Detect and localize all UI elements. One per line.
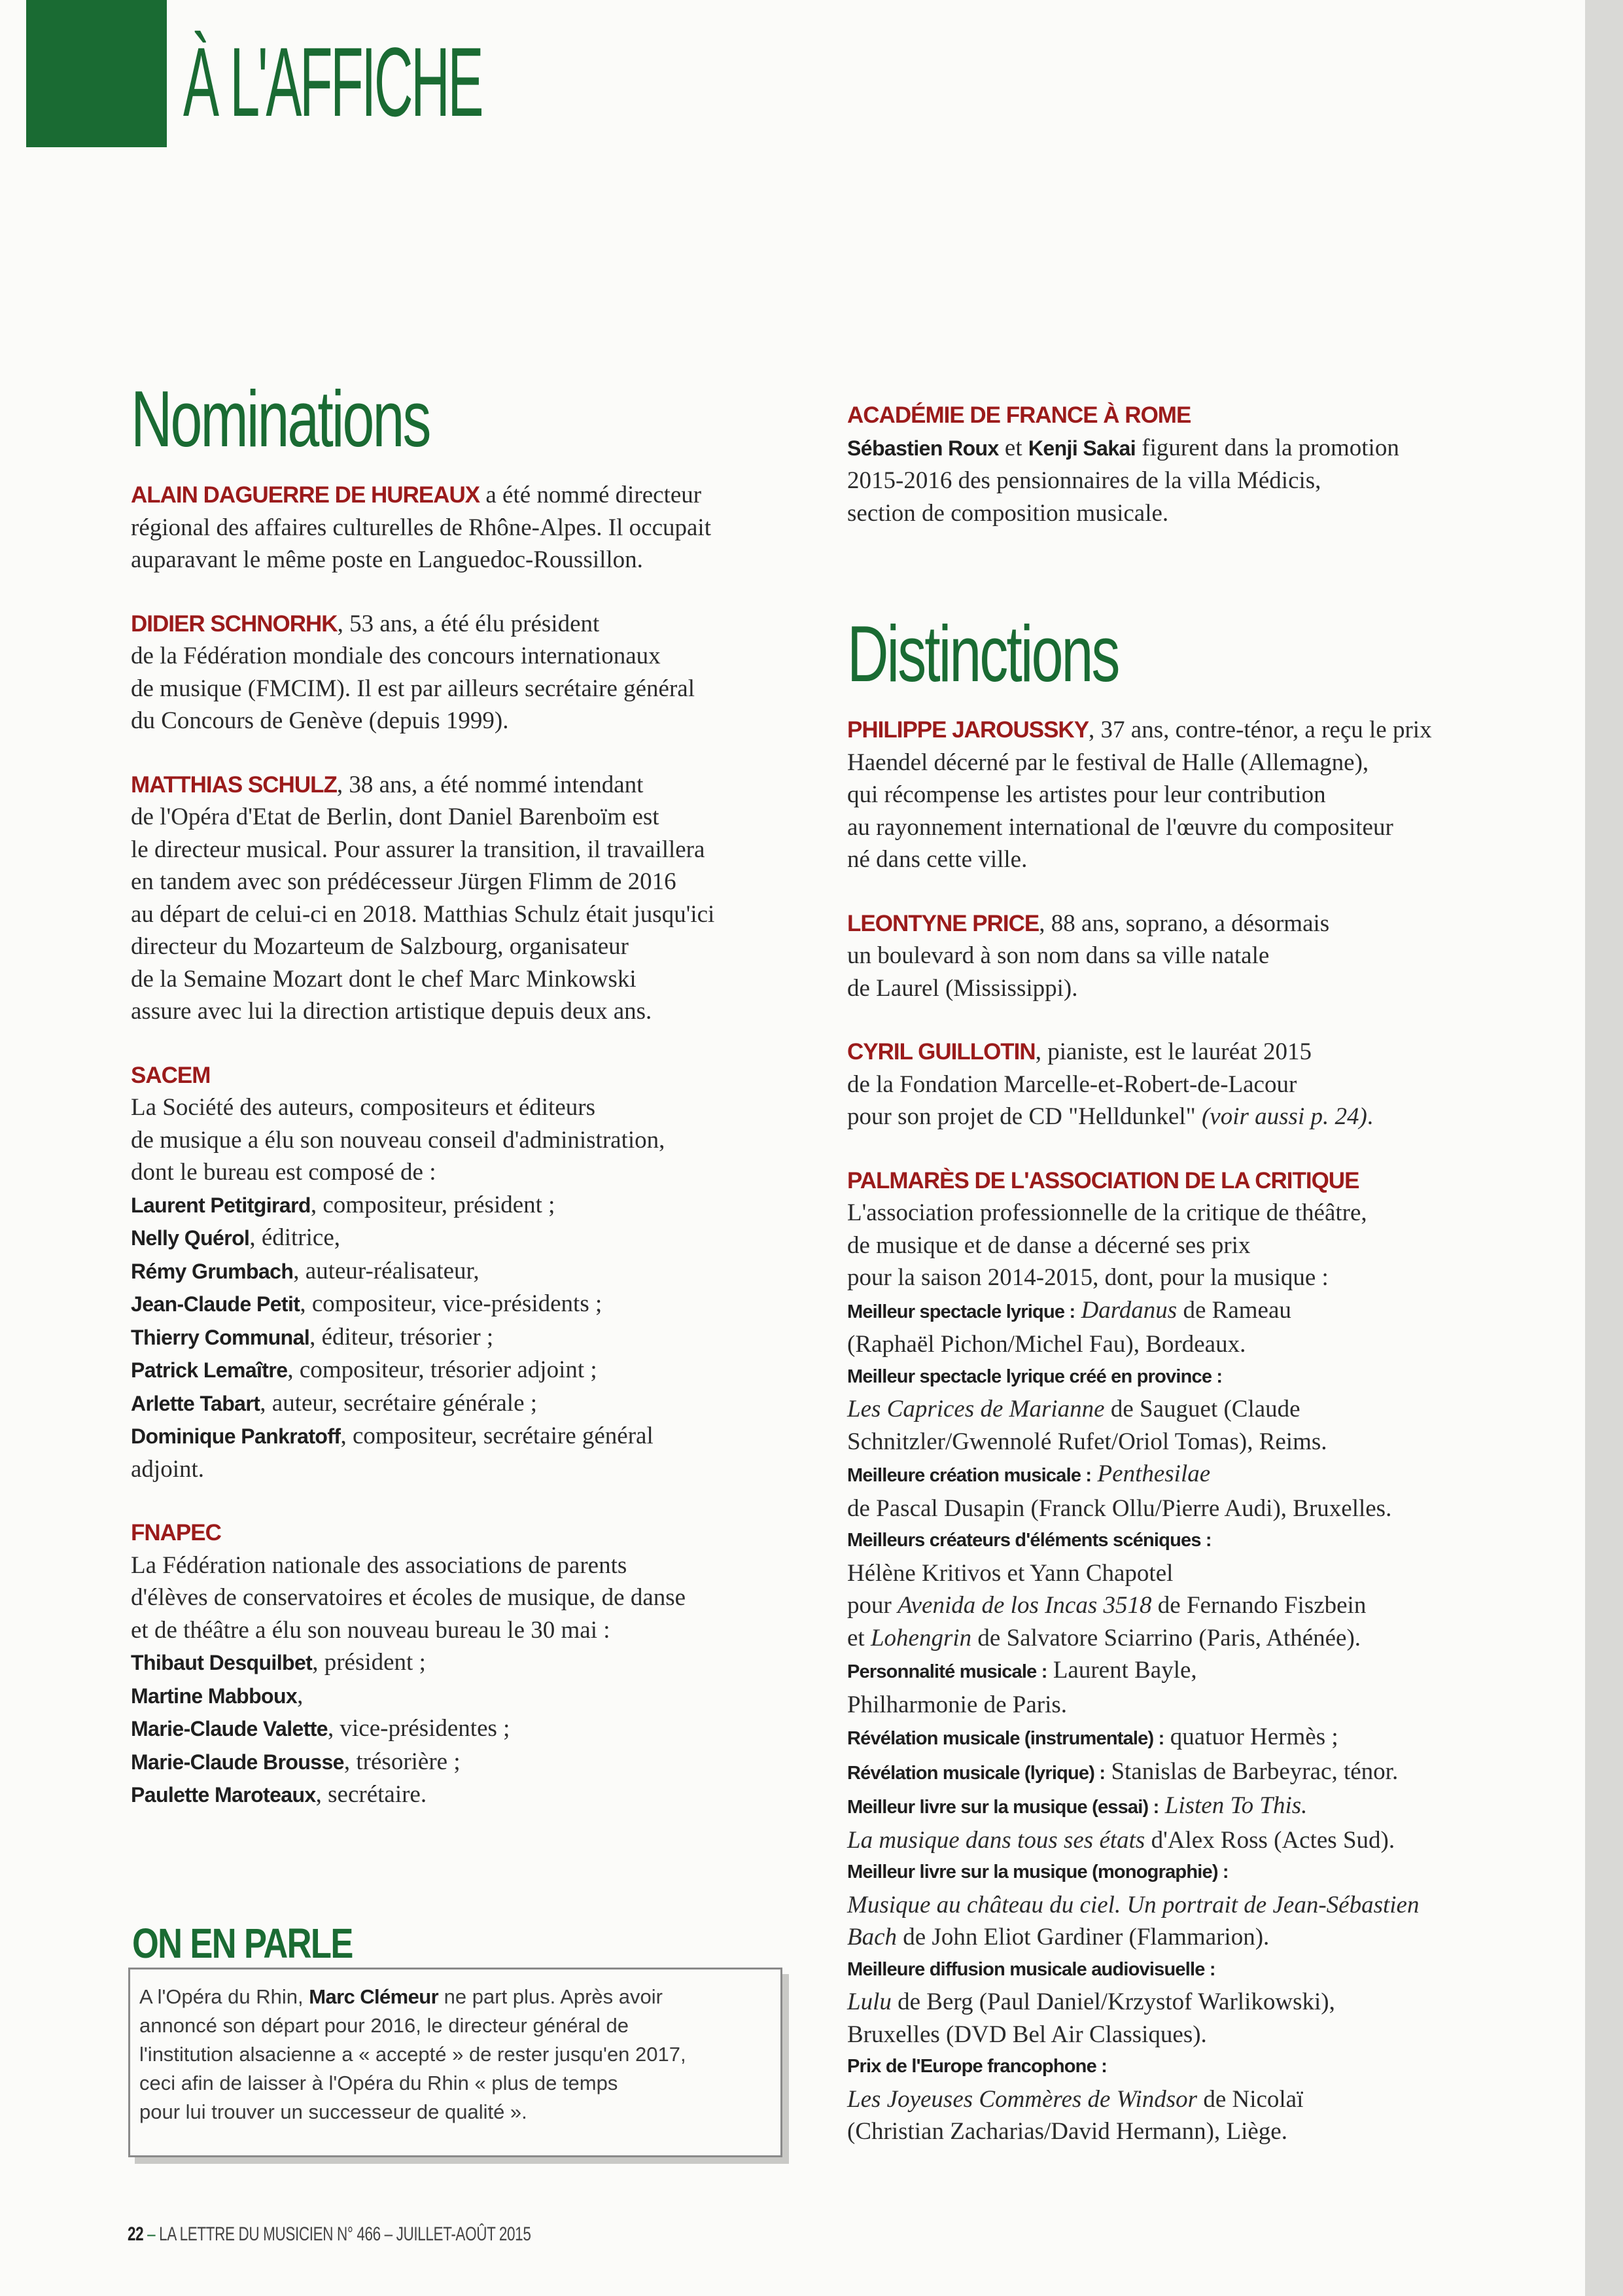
- entry-name: PHILIPPE JAROUSSKY: [847, 717, 1089, 743]
- board-member: Thibaut Desquilbet, président ;: [131, 1649, 426, 1676]
- on-en-parle-title: ON EN PARLE: [132, 1920, 353, 1967]
- award-item: Meilleur livre sur la musique (monographie) :: [847, 1862, 1229, 1882]
- entry-name: FNAPEC: [131, 1520, 221, 1545]
- entry-name: ALAIN DAGUERRE DE HUREAUX: [131, 482, 480, 508]
- board-member: Patrick Lemaître, compositeur, trésorier adjoint ;: [131, 1356, 597, 1383]
- entry-name: LEONTYNE PRICE: [847, 910, 1039, 936]
- nomination-entry: ALAIN DAGUERRE DE HUREAUX a été nommé directeur régional des affaires culturelles de Rhône-Alpes. Il occupait auparavant le même poste en Languedoc-Roussillon.: [131, 482, 711, 573]
- page-footer: 22 – LA LETTRE DU MUSICIEN N° 466 – JUILLET-AOÛT 2015: [128, 2223, 531, 2245]
- nominations-heading: Nominations: [131, 374, 430, 463]
- board-member: Marie-Claude Valette, vice-présidentes ;: [131, 1715, 510, 1742]
- distinction-entry: CYRIL GUILLOTIN, pianiste, est le lauréat 2015 de la Fondation Marcelle-et-Robert-de-Lacour pour son projet de CD "Helldunkel" (voir aussi p. 24).: [847, 1038, 1374, 1130]
- entry-name: PALMARÈS DE L'ASSOCIATION DE LA CRITIQUE: [847, 1167, 1359, 1193]
- left-column: [131, 373, 824, 1843]
- board-member: Arlette Tabart, auteur, secrétaire générale ;: [131, 1389, 538, 1417]
- right-column: [847, 399, 1501, 2180]
- board-member: Thierry Communal, éditeur, trésorier ;: [131, 1323, 494, 1351]
- board-member: Marie-Claude Brousse, trésorière ;: [131, 1748, 461, 1775]
- board-member: Paulette Maroteaux, secrétaire.: [131, 1781, 427, 1808]
- award-item: Meilleurs créateurs d'éléments scéniques :: [847, 1530, 1212, 1551]
- on-en-parle-box: A l'Opéra du Rhin, Marc Clémeur ne part plus. Après avoir annoncé son départ pour 2016, le directeur général de l'institution alsacienne a « accepté » de rester jusqu'en 2017, ceci afin de laisser à l'Opéra du Rhin « plus de temps pour lui trouver un successeur de qualité ».: [128, 1968, 782, 2157]
- board-member: Dominique Pankratoff, compositeur, secrétaire général: [131, 1422, 654, 1449]
- entry-name: SACEM: [131, 1062, 211, 1088]
- entry-name: ACADÉMIE DE FRANCE À ROME: [847, 402, 1191, 428]
- academie-entry: ACADÉMIE DE FRANCE À ROME Sébastien Roux et Kenji Sakai figurent dans la promotion 2015-2016 des pensionnaires de la villa Médicis, section de composition musicale.: [847, 399, 1501, 529]
- page-title: À L'AFFICHE: [183, 27, 482, 137]
- board-member: Martine Mabboux,: [131, 1682, 304, 1709]
- fnapec-entry: FNAPEC La Fédération nationale des associations de parents d'élèves de conservatoires et écoles de musique, de danse et de théâtre a élu son nouveau bureau le 30 mai : Thibaut Desquilbet, président ; Martine Mabboux, Marie-Claude Valette, vice-présidentes ; Marie-Claude Brousse, trésorière ; Paulette Maroteaux, secrétaire.: [131, 1517, 824, 1812]
- entry-name: DIDIER SCHNORHK: [131, 610, 338, 637]
- entry-name: CYRIL GUILLOTIN: [847, 1039, 1036, 1065]
- award-item: Meilleur livre sur la musique (essai) : Listen To This.: [847, 1792, 1308, 1819]
- header-color-block: [26, 0, 167, 147]
- award-item: Révélation musicale (lyrique) : Stanislas de Barbeyrac, ténor.: [847, 1757, 1399, 1785]
- distinction-entry: PHILIPPE JAROUSSKY, 37 ans, contre-ténor, a reçu le prix Haendel décerné par le festival de Halle (Allemagne), qui récompense les artistes pour leur contribution au rayonnement international de l'œuvre du compositeur né dans cette ville.: [847, 716, 1432, 873]
- board-member: Laurent Petitgirard, compositeur, président ;: [131, 1191, 555, 1218]
- page-edge: [1585, 0, 1623, 2296]
- palmares-entry: PALMARÈS DE L'ASSOCIATION DE LA CRITIQUE L'association professionnelle de la critique de théâtre, de musique et de danse a décerné ses prix pour la saison 2014-2015, dont, pour la musique : Meilleur spectacle lyrique : Dardanus de Rameau (Raphaël Pichon/Michel Fau), Bordeaux. Meilleur spectacle lyrique créé en province : Les Caprices de Marianne de Sauguet (Claude Schnitzler/Gwennolé Rufet/Oriol Tomas), Reims. Meilleure création musicale : Penthesilae de Pascal Dusapin (Franck Ollu/Pierre Audi), Bruxelles. Meilleurs créateurs d'éléments scéniques : Hélène Kritivos et Yann Chapotel pour Avenida de los Incas 3518 de Fernando Fiszbein et Lohengrin de Salvatore Sciarrino (Paris, Athénée). Personnalité musicale : Laurent Bayle, Philharmonie de Paris. Révélation musicale (instrumentale) : quatuor Hermès ; Révélation musicale (lyrique) : Stanislas de Barbeyrac, ténor. Meilleur livre sur la musique (essai) : Listen To This. La musique dans tous ses états d'Alex Ross (Actes Sud). Meilleur livre sur la musique (monographie) : Musique au château du ciel. Un portrait de Jean-Sébastien Bach de John Eliot Gardiner (Flammarion). Meilleure diffusion musicale audiovisuelle : Lulu de Berg (Paul Daniel/Krzystof Warlikowski), Bruxelles (DVD Bel Air Classiques). Prix de l'Europe francophone : Les Joyeuses Commères de Windsor de Nicolaï (Christian Zacharias/David Hermann), Liège.: [847, 1165, 1501, 2148]
- award-item: Meilleur spectacle lyrique : Dardanus de Rameau: [847, 1296, 1291, 1324]
- award-item: Meilleure diffusion musicale audiovisuelle :: [847, 1958, 1215, 1980]
- distinction-entry: LEONTYNE PRICE, 88 ans, soprano, a désormais un boulevard à son nom dans sa ville natale de Laurel (Mississippi).: [847, 910, 1330, 1002]
- nomination-entry: DIDIER SCHNORHK, 53 ans, a été élu président de la Fédération mondiale des concours internationaux de musique (FMCIM). Il est par ailleurs secrétaire général du Concours de Genève (depuis 1999).: [131, 610, 695, 734]
- board-member: Jean-Claude Petit, compositeur, vice-présidents ;: [131, 1290, 602, 1317]
- sacem-entry: SACEM La Société des auteurs, compositeurs et éditeurs de musique a élu son nouveau conseil d'administration, dont le bureau est composé de : Laurent Petitgirard, compositeur, président ; Nelly Quérol, éditrice, Rémy Grumbach, auteur-réalisateur, Jean-Claude Petit, compositeur, vice-présidents ; Thierry Communal, éditeur, trésorier ; Patrick Lemaître, compositeur, trésorier adjoint ; Arlette Tabart, auteur, secrétaire générale ; Dominique Pankratoff, compositeur, secrétaire général adjoint.: [131, 1059, 824, 1486]
- board-member: Rémy Grumbach, auteur-réalisateur,: [131, 1257, 480, 1284]
- publication-name: LA LETTRE DU MUSICIEN N° 466 – JUILLET-AOÛT 2015: [159, 2223, 531, 2245]
- award-item: Meilleur spectacle lyrique créé en province :: [847, 1366, 1223, 1387]
- page-number: 22: [128, 2223, 144, 2245]
- award-item: Meilleure création musicale : Penthesilae: [847, 1460, 1211, 1487]
- entry-name: MATTHIAS SCHULZ: [131, 771, 337, 798]
- nomination-entry: MATTHIAS SCHULZ, 38 ans, a été nommé intendant de l'Opéra d'Etat de Berlin, dont Daniel Barenboïm est le directeur musical. Pour assurer la transition, il travaillera en tandem avec son prédécesseur Jürgen Flimm de 2016 au départ de celui-ci en 2018. Matthias Schulz était jusqu'ici directeur du Mozarteum de Salzbourg, organisateur de la Semaine Mozart dont le chef Marc Minkowski assure avec lui la direction artistique depuis deux ans.: [131, 771, 715, 1025]
- distinctions-heading: Distinctions: [847, 609, 1119, 698]
- award-item: Personnalité musicale : Laurent Bayle,: [847, 1657, 1197, 1684]
- award-item: Prix de l'Europe francophone :: [847, 2056, 1108, 2077]
- award-item: Révélation musicale (instrumentale) : quatuor Hermès ;: [847, 1723, 1338, 1750]
- board-member: Nelly Quérol, éditrice,: [131, 1224, 340, 1251]
